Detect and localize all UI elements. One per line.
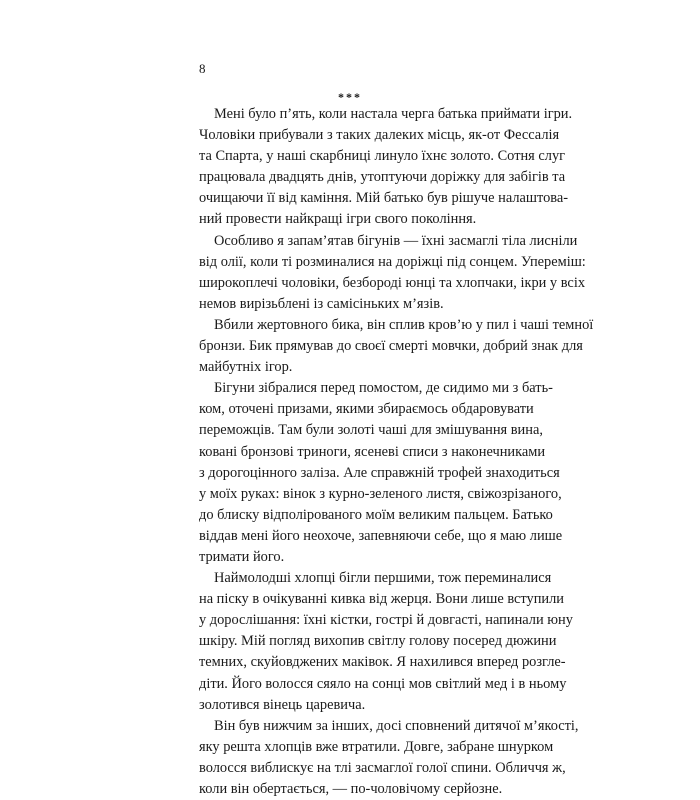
text-line: очищаючи її від каміння. Мій батько був рішуче налаштова-: [199, 190, 569, 207]
text-line: коли він обертається, — по-чоловічому серйозне.: [199, 781, 503, 797]
text-line: тримати його.: [199, 548, 285, 565]
text-line: Вбили жертовного бика, він сплив кров’ю у пил і чаші темної: [214, 316, 594, 333]
text-line: Мені було п’ять, коли настала черга батька приймати ігри.: [214, 106, 573, 122]
text-line: яку решта хлопців вже втратили. Довге, забране шнурком: [199, 738, 554, 755]
section-break: ***: [338, 90, 362, 104]
text-line: діти. Його волосся сяяло на сонці мов світлий мед і в ньому: [199, 675, 567, 692]
text-line: золотився вінець царевича.: [199, 696, 366, 713]
text-line: Бігуни зібралися перед помостом, де сидимо ми з бать-: [214, 380, 553, 397]
text-line: шкіру. Мій погляд вихопив світлу голову посеред дюжини: [199, 633, 557, 650]
text-line: бронзи. Бик прямував до своєї смерті мовчки, добрий знак для: [199, 338, 583, 355]
text-line: віддав мені його неохоче, запевняючи себе, що я маю лише: [199, 527, 563, 544]
text-line: переможців. Там були золоті чаші для змішування вина,: [199, 422, 543, 439]
text-line: у моїх руках: вінок з курно-зеленого листя, свіжозрізаного,: [199, 485, 562, 502]
text-line: у дорослішання: їхні кістки, гострі й довгасті, напинали юну: [199, 612, 573, 629]
text-line: Він був нижчим за інших, досі сповнений дитячої м’якості,: [214, 717, 579, 734]
paragraph: [199, 378, 563, 568]
text-line: Наймолодші хлопці бігли першими, тож переминалися: [214, 570, 552, 587]
paragraph: [199, 104, 573, 231]
text-line: ком, оточені призами, якими збираємось обдаровувати: [199, 401, 534, 418]
text-line: на піску в очікуванні кивка від жерця. Вони лише вступили: [199, 591, 565, 608]
paragraph: [199, 315, 594, 378]
text-line: широкоплечі чоловіки, безбороді юнці та хлопчаки, ікри у всіх: [199, 274, 586, 291]
text-line: волосся виблискує на тлі засмаглої голої спини. Обличчя ж,: [199, 759, 566, 776]
page-number: 8: [199, 61, 206, 76]
paragraph: [199, 716, 579, 800]
text-line: ковані бронзові триноги, ясеневі списи з наконечниками: [199, 443, 546, 460]
text-line: темних, скуйовджених маківок. Я нахилився вперед розгле-: [199, 654, 566, 671]
paragraph: [199, 568, 573, 716]
text-line: та Спарта, у наші скарбниці линуло їхнє золото. Сотня слуг: [199, 148, 566, 165]
text-line: немов вирізьблені із самісіньких м’язів.: [199, 295, 444, 312]
text-line: від олії, коли ті розминалися на доріжці під сонцем. Упереміш:: [199, 253, 586, 270]
text-line: з дорогоцінного заліза. Але справжній трофей знаходиться: [199, 464, 560, 481]
text-line: майбутніх ігор.: [199, 359, 293, 376]
text-line: ний провести найкращі ігри свого покоління.: [199, 211, 477, 228]
text-line: до блиску відполірованого моїм великим пальцем. Батько: [199, 506, 553, 523]
text-line: працювала двадцять днів, утоптуючи доріжку для забігів та: [199, 169, 566, 186]
paragraph: [199, 231, 586, 315]
text-body: [199, 104, 594, 800]
text-line: Чоловіки прибували з таких далеких місць, як-от Фессалія: [199, 127, 560, 144]
text-line: Особливо я запам’ятав бігунів — їхні засмаглі тіла лисніли: [214, 232, 578, 249]
